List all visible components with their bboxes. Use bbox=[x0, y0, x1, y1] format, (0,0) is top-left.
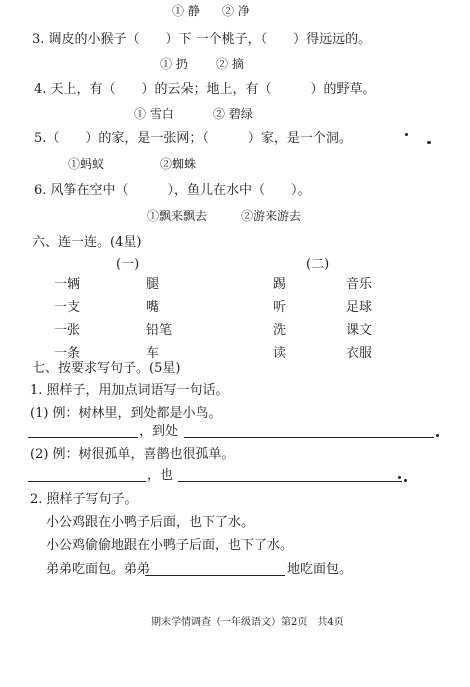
matching-left-item: 踢 bbox=[273, 277, 287, 292]
matching-right-item: 铅笔 bbox=[146, 323, 173, 338]
example-2-sentence: (2) 例：树很孤单，喜鹊也很孤单。 bbox=[30, 447, 235, 462]
matching-left-item: 洗 bbox=[273, 323, 287, 338]
model-sentence-2: 小公鸡偷偷地跟在小鸭子后面，也下了水。 bbox=[46, 538, 294, 553]
page-footer: 期末学情调查（一年级语文）第2页 共4页 bbox=[151, 617, 344, 628]
question-5-option-a: ①蚂蚁 bbox=[68, 157, 105, 171]
scan-speck bbox=[436, 434, 439, 437]
question-5-option-b: ②蜘蛛 bbox=[160, 157, 197, 171]
matching-group-1-label: (一) bbox=[116, 257, 140, 272]
question-4-stem: 4. 天上，有（ ）的云朵；地上，有（ ）的野草。 bbox=[34, 82, 376, 97]
answer-blank[interactable] bbox=[28, 437, 138, 438]
question-6-option-a: ①飘来飘去 bbox=[147, 209, 208, 223]
matching-left-item: 一支 bbox=[54, 300, 81, 315]
scan-speck bbox=[427, 141, 431, 144]
example-2-fill-text: ，也 bbox=[147, 468, 174, 483]
question-6-option-b: ②游来游去 bbox=[241, 209, 302, 223]
matching-right-item: 腿 bbox=[146, 277, 160, 292]
scan-speck bbox=[404, 479, 407, 482]
matching-left-item: 一辆 bbox=[54, 277, 81, 292]
exercise-sentence-prefix: 弟弟吃面包。弟弟 bbox=[46, 562, 151, 577]
question-5-stem: 5.（ ）的家，是一张网；（ ）家，是一个洞。 bbox=[34, 131, 352, 146]
answer-blank[interactable] bbox=[184, 437, 434, 438]
answer-blank[interactable] bbox=[178, 481, 402, 482]
model-sentence-1: 小公鸡跟在小鸭子后面，也下了水。 bbox=[46, 515, 255, 530]
section-7-title: 七、按要求写句子。(5星) bbox=[32, 361, 181, 376]
q2-option-b: ② 净 bbox=[222, 4, 250, 18]
matching-left-item: 听 bbox=[273, 300, 287, 315]
question-4-option-b: ② 碧绿 bbox=[213, 107, 253, 121]
question-4-option-a: ① 雪白 bbox=[134, 107, 174, 121]
matching-right-item: 车 bbox=[146, 346, 160, 361]
q2-option-a: ① 静 bbox=[172, 4, 200, 18]
scan-speck bbox=[405, 133, 408, 136]
matching-left-item: 一条 bbox=[54, 346, 81, 361]
question-3-stem: 3. 调皮的小猴子（ ）下 一个桃子，（ ）得远远的。 bbox=[32, 32, 372, 47]
answer-blank[interactable] bbox=[145, 575, 285, 576]
question-3-option-a: ① 扔 bbox=[160, 57, 188, 71]
part-2-title: 2. 照样子写句子。 bbox=[30, 492, 138, 507]
question-6-stem: 6. 风筝在空中（ ），鱼儿在水中（ ）。 bbox=[34, 183, 311, 198]
answer-blank[interactable] bbox=[28, 481, 146, 482]
matching-left-item: 读 bbox=[273, 346, 287, 361]
matching-right-item: 课文 bbox=[346, 323, 373, 338]
scan-speck bbox=[398, 476, 401, 479]
exercise-sentence-suffix: 地吃面包。 bbox=[287, 562, 353, 577]
section-6-title: 六、连一连。(4星) bbox=[32, 235, 142, 250]
matching-left-item: 一张 bbox=[54, 323, 81, 338]
matching-right-item: 衣服 bbox=[346, 346, 373, 361]
example-1-sentence: (1) 例：树林里，到处都是小鸟。 bbox=[30, 406, 222, 421]
question-3-option-b: ② 摘 bbox=[216, 57, 244, 71]
matching-right-item: 嘴 bbox=[146, 300, 160, 315]
matching-group-2-label: (二) bbox=[306, 257, 330, 272]
matching-right-item: 音乐 bbox=[346, 277, 373, 292]
example-1-fill-text: ，到处 bbox=[139, 424, 179, 439]
part-1-title: 1. 照样子，用加点词语写一句话。 bbox=[30, 383, 229, 398]
matching-right-item: 足球 bbox=[346, 300, 373, 315]
